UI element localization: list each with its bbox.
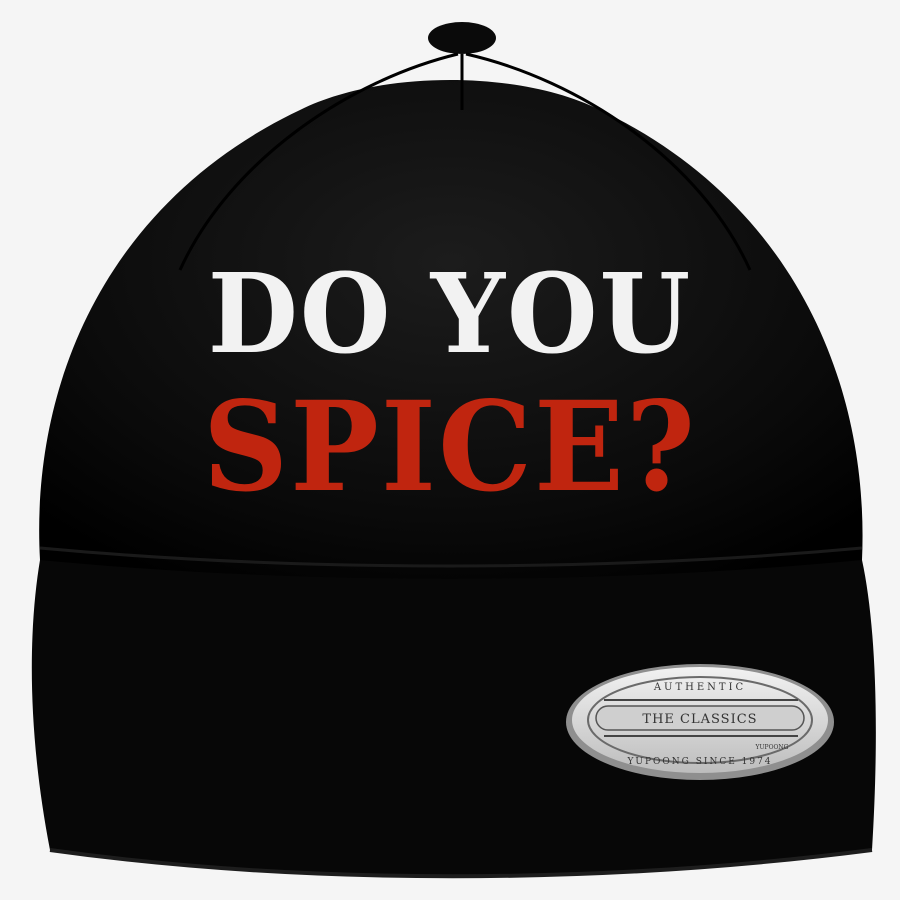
print-line-do-you: DO YOU bbox=[207, 248, 693, 379]
classics-sticker bbox=[566, 664, 834, 780]
print-line-spice: SPICE? bbox=[202, 373, 698, 520]
sticker-brand-mark: YUPOONG bbox=[755, 744, 789, 751]
sticker-center-text: THE CLASSICS bbox=[642, 712, 758, 727]
cap-top-button bbox=[428, 22, 496, 54]
sticker-bottom-arc: YUPOONG SINCE 1974 bbox=[627, 757, 773, 767]
sticker-top-arc: AUTHENTIC bbox=[653, 682, 747, 693]
